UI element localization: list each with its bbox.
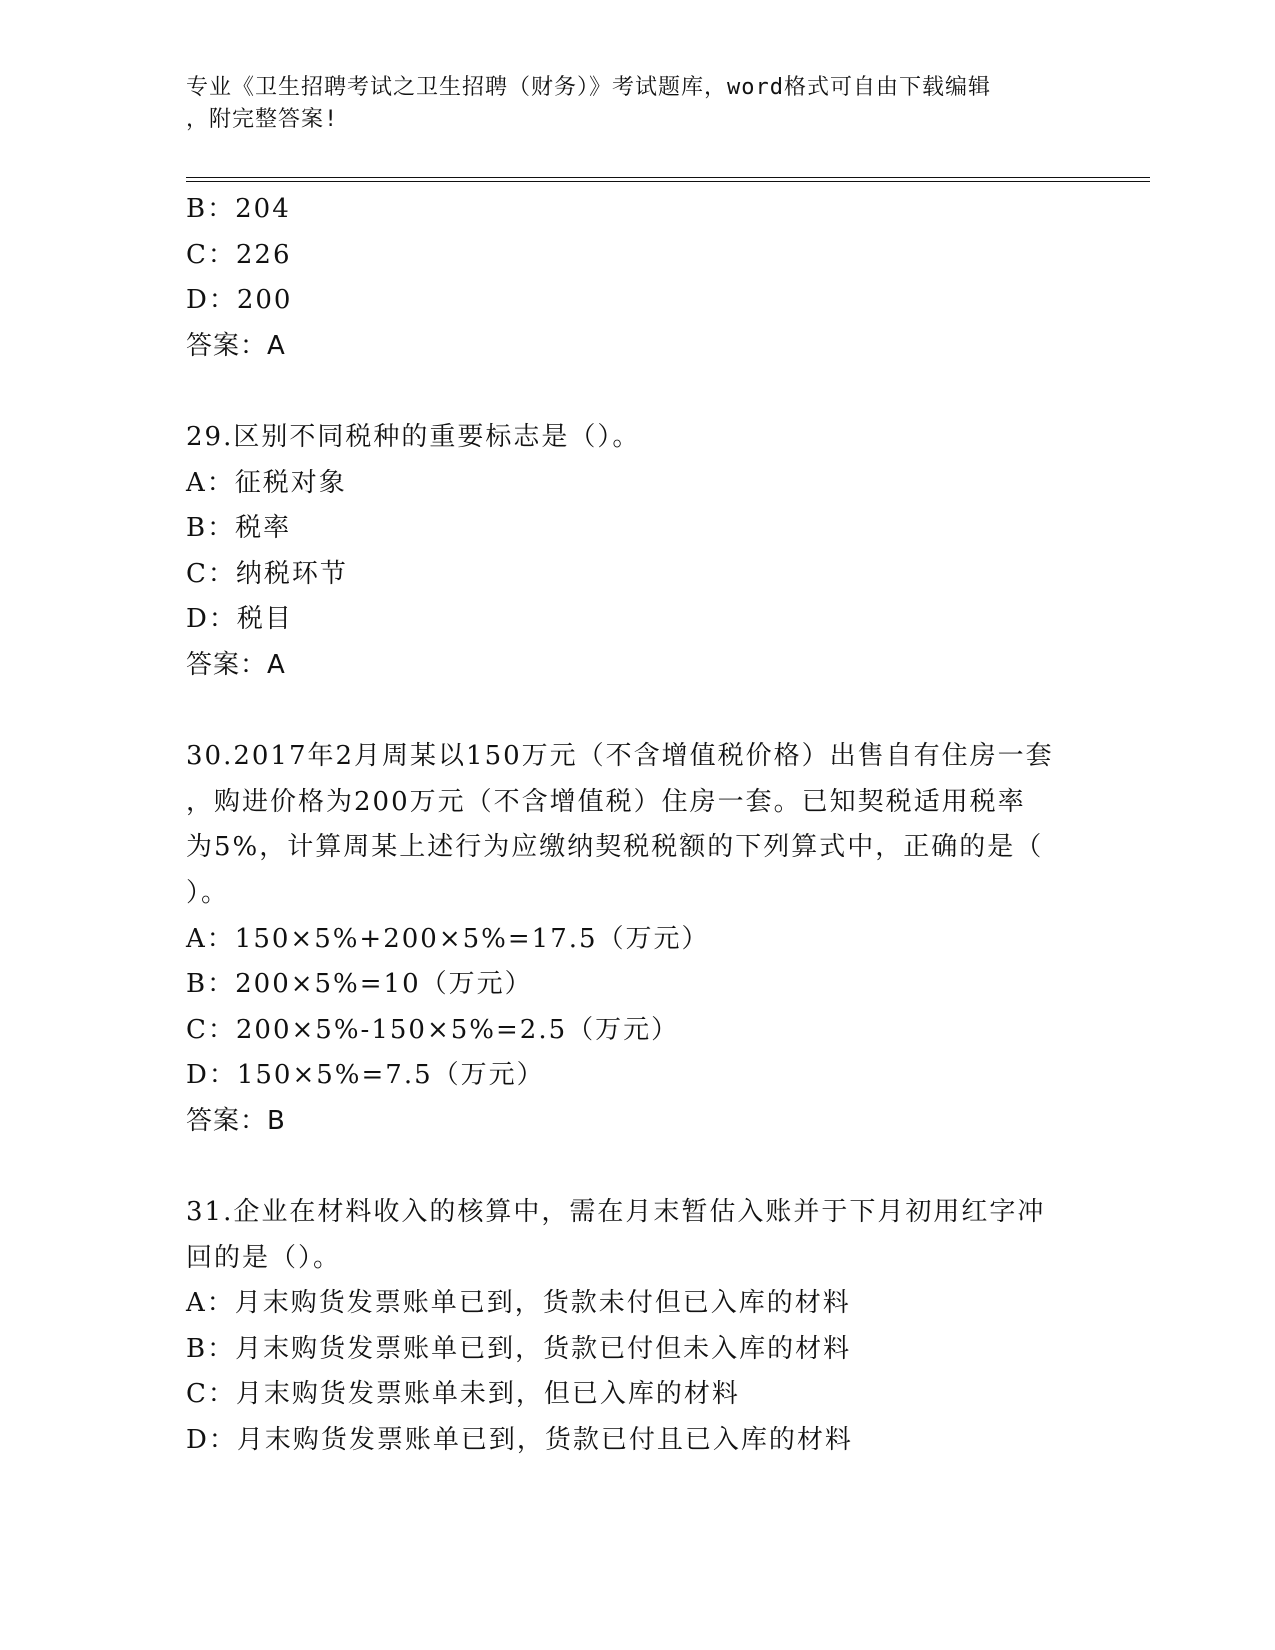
question-stem: 30.2017年2月周某以150万元（不含增值税价格）出售自有住房一套: [186, 741, 1054, 772]
answer-line: 答案：A: [186, 649, 286, 680]
option-d: D：月末购货发票账单已到，货款已付且已入库的材料: [186, 1425, 853, 1456]
question-stem: 31.企业在材料收入的核算中，需在月末暂估入账并于下月初用红字冲: [186, 1197, 1046, 1228]
header-rule-bottom: [186, 181, 1150, 182]
option-b: B：月末购货发票账单已到，货款已付但未入库的材料: [186, 1333, 852, 1364]
spacer: [186, 369, 1106, 415]
question-stem: 回的是（）。: [186, 1242, 342, 1273]
option-a: A：月末购货发票账单已到，货款未付但已入库的材料: [186, 1288, 851, 1319]
document-header: [186, 72, 1066, 136]
question-30: [186, 734, 1106, 1144]
question-partial: [186, 187, 1106, 369]
option-c: C：纳税环节: [186, 558, 348, 589]
option-d: D：税目: [186, 604, 293, 635]
option-a: A：150×5%+200×5%=17.5（万元）: [186, 923, 710, 954]
question-31: [186, 1190, 1106, 1464]
header-line-2: ，附完整答案!: [186, 107, 339, 132]
question-stem: ，购进价格为200万元（不含增值税）住房一套。已知契税适用税率: [186, 786, 1026, 817]
answer-line: 答案：A: [186, 330, 286, 361]
option-b: B：税率: [186, 513, 292, 544]
answer-line: 答案：B: [186, 1105, 286, 1136]
option-c: C：200×5%-150×5%=2.5（万元）: [186, 1014, 680, 1045]
question-list: [186, 187, 1106, 1464]
question-stem: 为5%，计算周某上述行为应缴纳契税税额的下列算式中，正确的是（: [186, 832, 1044, 863]
option-c: C：226: [186, 239, 292, 270]
question-stem: 29.区别不同税种的重要标志是（）。: [186, 421, 641, 452]
option-d: D：200: [186, 285, 293, 316]
option-a: A：征税对象: [186, 467, 347, 498]
spacer: [186, 1144, 1106, 1190]
header-rule-top: [186, 177, 1150, 178]
option-b: B：204: [186, 194, 291, 224]
header-line-1: 专业《卫生招聘考试之卫生招聘（财务）》考试题库，word格式可自由下载编辑: [186, 75, 991, 100]
question-stem: ）。: [186, 877, 230, 908]
question-29: [186, 415, 1106, 689]
spacer: [186, 689, 1106, 735]
option-c: C：月末购货发票账单未到，但已入库的材料: [186, 1379, 740, 1410]
option-d: D：150×5%=7.5（万元）: [186, 1060, 545, 1091]
option-b: B：200×5%=10（万元）: [186, 969, 533, 1000]
